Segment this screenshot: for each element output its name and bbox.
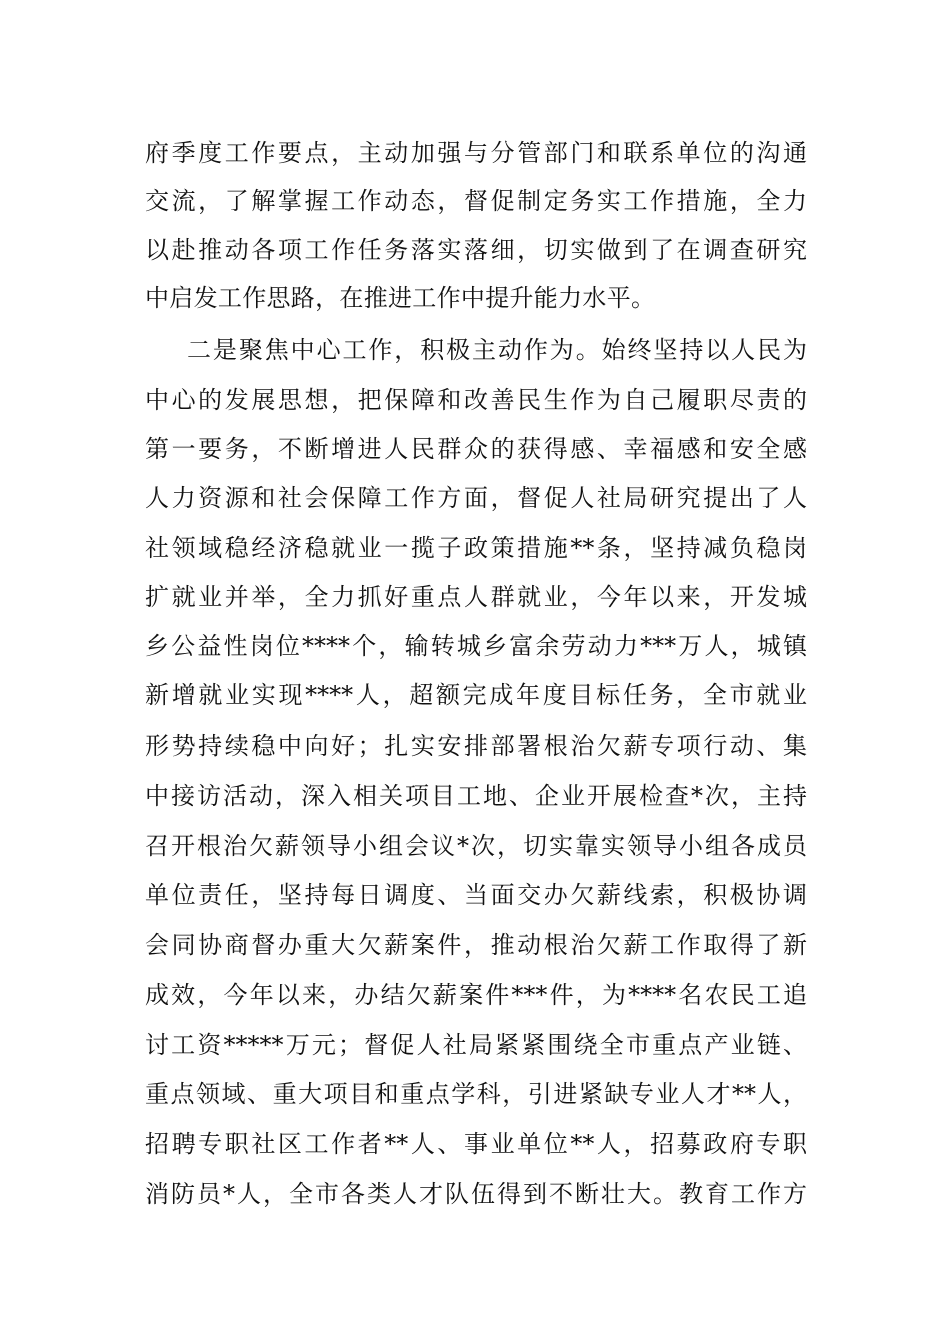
text-line: 扩就业并举，全力抓好重点人群就业，今年以来，开发城 xyxy=(145,583,807,611)
text-line: 召开根治欠薪领导小组会议*次，切实靠实领导小组各成员 xyxy=(145,832,807,860)
text-line: 成效，今年以来，办结欠薪案件***件，为****名农民工追 xyxy=(145,981,807,1009)
text-line: 交流，了解掌握工作动态，督促制定务实工作措施，全力 xyxy=(145,187,807,215)
text-line: 重点领域、重大项目和重点学科，引进紧缺专业人才**人， xyxy=(145,1080,807,1108)
text-line: 第一要务，不断增进人民群众的获得感、幸福感和安全感 xyxy=(145,435,807,463)
text-line: 会同协商督办重大欠薪案件，推动根治欠薪工作取得了新 xyxy=(145,931,807,959)
text-line: 府季度工作要点，主动加强与分管部门和联系单位的沟通 xyxy=(145,139,807,167)
text-line: 中启发工作思路，在推进工作中提升能力水平。 xyxy=(145,284,656,312)
text-line: 单位责任，坚持每日调度、当面交办欠薪线索，积极协调 xyxy=(145,881,807,909)
text-line: 人力资源和社会保障工作方面，督促人社局研究提出了人 xyxy=(145,484,807,512)
text-line: 以赴推动各项工作任务落实落细，切实做到了在调查研究 xyxy=(145,236,807,264)
text-line: 中接访活动，深入相关项目工地、企业开展检查*次，主持 xyxy=(145,782,807,810)
text-line: 新增就业实现****人，超额完成年度目标任务，全市就业 xyxy=(145,681,807,709)
text-line: 中心的发展思想，把保障和改善民生作为自己履职尽责的 xyxy=(145,386,807,414)
text-line: 招聘专职社区工作者**人、事业单位**人，招募政府专职 xyxy=(145,1130,807,1158)
text-line: 讨工资*****万元；督促人社局紧紧围绕全市重点产业链、 xyxy=(145,1031,807,1059)
text-line: 社领域稳经济稳就业一揽子政策措施**条，坚持减负稳岗 xyxy=(145,534,807,562)
text-line: 形势持续稳中向好；扎实安排部署根治欠薪专项行动、集 xyxy=(145,732,807,760)
text-line: 乡公益性岗位****个，输转城乡富余劳动力***万人，城镇 xyxy=(145,632,807,660)
text-line: 消防员*人，全市各类人才队伍得到不断壮大。教育工作方 xyxy=(145,1180,807,1208)
paragraph-start-line: 二是聚焦中心工作，积极主动作为。始终坚持以人民为 xyxy=(187,336,807,364)
